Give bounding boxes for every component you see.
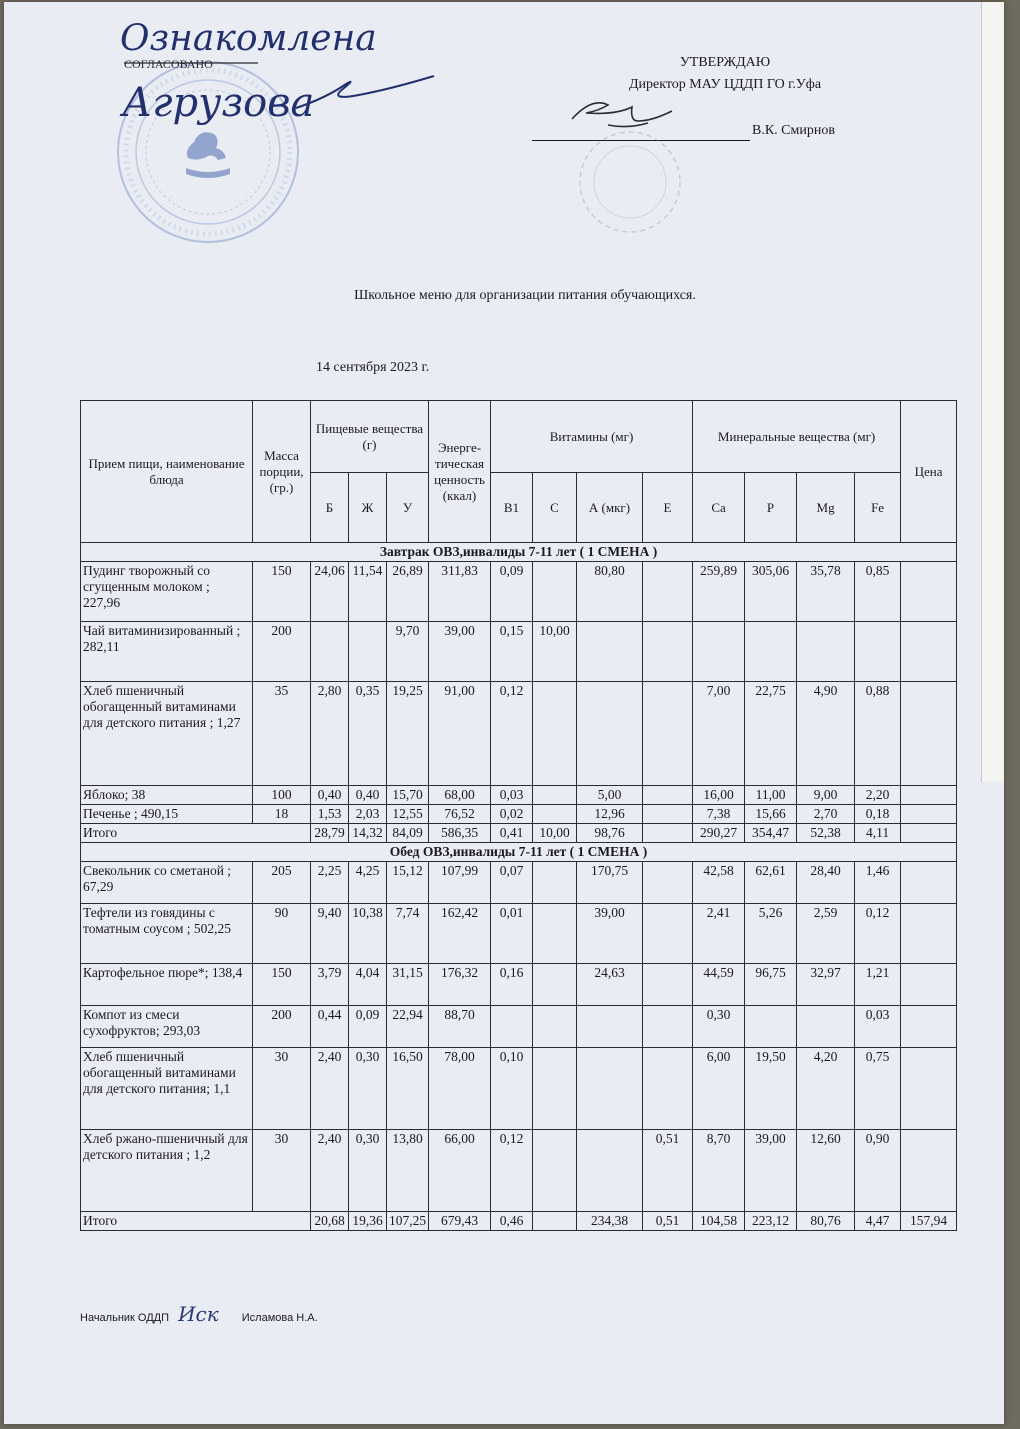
cell: 30 xyxy=(253,1130,311,1212)
cell: 42,58 xyxy=(693,862,745,904)
cell: 88,70 xyxy=(429,1006,491,1048)
cell: 3,79 xyxy=(311,964,349,1006)
cell: 354,47 xyxy=(745,824,797,843)
cell: 28,79 xyxy=(311,824,349,843)
header-c: С xyxy=(533,473,577,543)
footer-position: Начальник ОДДП xyxy=(80,1312,170,1324)
cell xyxy=(643,1006,693,1048)
cell: 150 xyxy=(253,964,311,1006)
cell: 9,70 xyxy=(387,622,429,682)
cell: 16,50 xyxy=(387,1048,429,1130)
cell xyxy=(643,786,693,805)
cell: 44,59 xyxy=(693,964,745,1006)
total-label: Итого xyxy=(81,824,311,843)
cell xyxy=(901,964,957,1006)
header-fe: Fe xyxy=(855,473,901,543)
footer-name: Исламова Н.А. xyxy=(241,1312,318,1324)
cell xyxy=(533,1048,577,1130)
table-row xyxy=(81,1006,957,1048)
director-name: В.К. Смирнов xyxy=(752,123,835,138)
cell xyxy=(533,805,577,824)
dish-name: Компот из смеси сухофруктов; 293,03 xyxy=(81,1006,253,1048)
dish-name: Яблоко; 38 xyxy=(81,786,253,805)
cell xyxy=(797,1006,855,1048)
cell xyxy=(901,682,957,786)
cell xyxy=(643,805,693,824)
cell: 12,60 xyxy=(797,1130,855,1212)
cell: 0,03 xyxy=(855,1006,901,1048)
cell xyxy=(901,805,957,824)
cell: 223,12 xyxy=(745,1212,797,1231)
cell: 19,36 xyxy=(349,1212,387,1231)
dish-name: Пудинг творожный со сгущенным молоком ; 227,96 xyxy=(81,562,253,622)
cell: 0,07 xyxy=(491,862,533,904)
cell: 4,90 xyxy=(797,682,855,786)
cell: 0,12 xyxy=(491,682,533,786)
dish-name: Хлеб пшеничный обогащенный витаминами для детского питания; 1,1 xyxy=(81,1048,253,1130)
cell: 0,90 xyxy=(855,1130,901,1212)
cell: 18 xyxy=(253,805,311,824)
cell xyxy=(577,1006,643,1048)
cell xyxy=(901,1006,957,1048)
cell xyxy=(901,1048,957,1130)
dish-name: Хлеб ржано-пшеничный для детского питания ; 1,2 xyxy=(81,1130,253,1212)
cell xyxy=(577,1048,643,1130)
section-title-lunch: Обед ОВЗ,инвалиды 7-11 лет ( 1 СМЕНА ) xyxy=(81,843,957,862)
cell xyxy=(643,682,693,786)
cell: 91,00 xyxy=(429,682,491,786)
cell xyxy=(643,622,693,682)
cell: 290,27 xyxy=(693,824,745,843)
cell: 2,59 xyxy=(797,904,855,964)
cell: 586,35 xyxy=(429,824,491,843)
header-zh: Ж xyxy=(349,473,387,543)
cell: 11,54 xyxy=(349,562,387,622)
cell xyxy=(643,862,693,904)
approve-position: Директор МАУ ЦДДП ГО г.Уфа xyxy=(628,77,822,92)
cell xyxy=(901,786,957,805)
cell: 6,00 xyxy=(693,1048,745,1130)
cell: 9,40 xyxy=(311,904,349,964)
cell xyxy=(901,824,957,843)
cell: 20,68 xyxy=(311,1212,349,1231)
cell: 26,89 xyxy=(387,562,429,622)
cell: 98,76 xyxy=(577,824,643,843)
cell: 259,89 xyxy=(693,562,745,622)
cell xyxy=(533,682,577,786)
table-row xyxy=(81,786,957,805)
cell: 2,40 xyxy=(311,1130,349,1212)
cell: 0,35 xyxy=(349,682,387,786)
total-row xyxy=(81,824,957,843)
cell: 90 xyxy=(253,904,311,964)
cell: 19,25 xyxy=(387,682,429,786)
cell xyxy=(643,964,693,1006)
cell: 2,40 xyxy=(311,1048,349,1130)
footer-signature-mark: Иск xyxy=(178,1302,219,1326)
approve-label: УТВЕРЖДАЮ xyxy=(679,55,771,70)
cell xyxy=(643,904,693,964)
faint-stamp-right xyxy=(575,120,685,250)
cell xyxy=(533,904,577,964)
cell: 0,15 xyxy=(491,622,533,682)
cell: 24,63 xyxy=(577,964,643,1006)
cell: 2,25 xyxy=(311,862,349,904)
svg-text:Агрузова: Агрузова xyxy=(122,80,315,126)
approve-block xyxy=(560,52,890,138)
cell: 0,85 xyxy=(855,562,901,622)
cell: 35 xyxy=(253,682,311,786)
cell xyxy=(533,562,577,622)
cell: 16,00 xyxy=(693,786,745,805)
cell xyxy=(349,622,387,682)
cell: 2,80 xyxy=(311,682,349,786)
cell: 7,74 xyxy=(387,904,429,964)
header-b: Б xyxy=(311,473,349,543)
cell xyxy=(533,1212,577,1231)
cell: 76,52 xyxy=(429,805,491,824)
cell: 104,58 xyxy=(693,1212,745,1231)
cell: 4,11 xyxy=(855,824,901,843)
cell: 68,00 xyxy=(429,786,491,805)
cell: 100 xyxy=(253,786,311,805)
cell: 0,18 xyxy=(855,805,901,824)
cell: 0,30 xyxy=(693,1006,745,1048)
footer-signature xyxy=(80,1302,318,1326)
cell xyxy=(577,1130,643,1212)
cell: 10,00 xyxy=(533,824,577,843)
cell: 24,06 xyxy=(311,562,349,622)
cell: 15,66 xyxy=(745,805,797,824)
document-date: 14 сентября 2023 г. xyxy=(316,360,430,375)
cell: 0,30 xyxy=(349,1048,387,1130)
cell: 0,09 xyxy=(491,562,533,622)
cell: 32,97 xyxy=(797,964,855,1006)
cell: 22,75 xyxy=(745,682,797,786)
cell: 0,12 xyxy=(855,904,901,964)
menu-table xyxy=(80,400,957,1231)
cell: 0,03 xyxy=(491,786,533,805)
cell xyxy=(577,682,643,786)
header-ca: Са xyxy=(693,473,745,543)
header-nutrients: Пищевые вещества (г) xyxy=(311,401,429,473)
table-row xyxy=(81,1130,957,1212)
cell: 0,46 xyxy=(491,1212,533,1231)
header-e: Е xyxy=(643,473,693,543)
cell: 11,00 xyxy=(745,786,797,805)
cell: 35,78 xyxy=(797,562,855,622)
header-u: У xyxy=(387,473,429,543)
cell: 200 xyxy=(253,1006,311,1048)
table-row xyxy=(81,682,957,786)
cell: 157,94 xyxy=(901,1212,957,1231)
cell: 78,00 xyxy=(429,1048,491,1130)
header-b1: В1 xyxy=(491,473,533,543)
cell: 176,32 xyxy=(429,964,491,1006)
cell xyxy=(533,786,577,805)
dish-name: Свекольник со сметаной ; 67,29 xyxy=(81,862,253,904)
cell: 4,20 xyxy=(797,1048,855,1130)
section-title-breakfast: Завтрак ОВЗ,инвалиды 7-11 лет ( 1 СМЕНА ) xyxy=(81,543,957,562)
cell: 22,94 xyxy=(387,1006,429,1048)
svg-text:Ознакомлена: Ознакомлена xyxy=(120,18,377,59)
cell: 7,00 xyxy=(693,682,745,786)
cell: 2,20 xyxy=(855,786,901,805)
cell xyxy=(855,622,901,682)
cell: 305,06 xyxy=(745,562,797,622)
svg-text:СОГЛАСОВАНО: СОГЛАСОВАНО xyxy=(124,57,213,71)
cell: 4,47 xyxy=(855,1212,901,1231)
cell xyxy=(643,824,693,843)
cell: 8,70 xyxy=(693,1130,745,1212)
cell: 0,44 xyxy=(311,1006,349,1048)
cell xyxy=(901,622,957,682)
cell: 2,03 xyxy=(349,805,387,824)
cell xyxy=(797,622,855,682)
cell: 80,76 xyxy=(797,1212,855,1231)
cell: 62,61 xyxy=(745,862,797,904)
cell xyxy=(901,862,957,904)
cell: 200 xyxy=(253,622,311,682)
table-row xyxy=(81,862,957,904)
document-title: Школьное меню для организации питания обучающихся. xyxy=(354,288,696,303)
cell: 0,09 xyxy=(349,1006,387,1048)
cell: 15,12 xyxy=(387,862,429,904)
table-row xyxy=(81,1048,957,1130)
cell: 311,83 xyxy=(429,562,491,622)
cell: 52,38 xyxy=(797,824,855,843)
cell xyxy=(901,562,957,622)
cell: 2,41 xyxy=(693,904,745,964)
cell: 96,75 xyxy=(745,964,797,1006)
cell: 13,80 xyxy=(387,1130,429,1212)
total-label: Итого xyxy=(81,1212,311,1231)
cell: 7,38 xyxy=(693,805,745,824)
cell: 679,43 xyxy=(429,1212,491,1231)
cell: 234,38 xyxy=(577,1212,643,1231)
cell xyxy=(745,622,797,682)
header-mg: Mg xyxy=(797,473,855,543)
cell: 0,51 xyxy=(643,1212,693,1231)
cell: 2,70 xyxy=(797,805,855,824)
cell: 80,80 xyxy=(577,562,643,622)
dish-name: Хлеб пшеничный обогащенный витаминами для детского питания ; 1,27 xyxy=(81,682,253,786)
cell: 205 xyxy=(253,862,311,904)
cell: 15,70 xyxy=(387,786,429,805)
cell: 1,46 xyxy=(855,862,901,904)
table-row xyxy=(81,964,957,1006)
header-minerals: Минеральные вещества (мг) xyxy=(693,401,901,473)
dish-name: Печенье ; 490,15 xyxy=(81,805,253,824)
header-price: Цена xyxy=(901,401,957,543)
table-row xyxy=(81,622,957,682)
cell: 0,10 xyxy=(491,1048,533,1130)
cell: 0,88 xyxy=(855,682,901,786)
cell xyxy=(577,622,643,682)
header-vitamins: Витамины (мг) xyxy=(491,401,693,473)
cell: 0,40 xyxy=(311,786,349,805)
cell xyxy=(643,1048,693,1130)
paper-edge xyxy=(981,2,1004,782)
cell: 12,96 xyxy=(577,805,643,824)
dish-name: Чай витаминизированный ; 282,11 xyxy=(81,622,253,682)
cell xyxy=(901,1130,957,1212)
cell: 0,30 xyxy=(349,1130,387,1212)
total-row xyxy=(81,1212,957,1231)
cell xyxy=(643,562,693,622)
cell: 0,02 xyxy=(491,805,533,824)
header-energy: Энерге-тическая ценность (ккал) xyxy=(429,401,491,543)
cell: 170,75 xyxy=(577,862,643,904)
header-p: Р xyxy=(745,473,797,543)
cell: 0,51 xyxy=(643,1130,693,1212)
cell xyxy=(533,964,577,1006)
cell: 150 xyxy=(253,562,311,622)
cell: 0,41 xyxy=(491,824,533,843)
dish-name: Тефтели из говядины с томатным соусом ; 502,25 xyxy=(81,904,253,964)
header-mass: Масса порции, (гр.) xyxy=(253,401,311,543)
cell: 84,09 xyxy=(387,824,429,843)
cell: 1,21 xyxy=(855,964,901,1006)
table-row xyxy=(81,805,957,824)
cell: 39,00 xyxy=(745,1130,797,1212)
cell: 1,53 xyxy=(311,805,349,824)
cell: 4,04 xyxy=(349,964,387,1006)
cell: 14,32 xyxy=(349,824,387,843)
cell: 0,16 xyxy=(491,964,533,1006)
cell: 66,00 xyxy=(429,1130,491,1212)
cell: 107,99 xyxy=(429,862,491,904)
cell: 0,75 xyxy=(855,1048,901,1130)
table-row xyxy=(81,562,957,622)
header-meal: Прием пищи, наименование блюда xyxy=(81,401,253,543)
cell: 19,50 xyxy=(745,1048,797,1130)
cell xyxy=(901,904,957,964)
cell: 30 xyxy=(253,1048,311,1130)
header-a: А (мкг) xyxy=(577,473,643,543)
dish-name: Картофельное пюре*; 138,4 xyxy=(81,964,253,1006)
cell: 31,15 xyxy=(387,964,429,1006)
cell: 39,00 xyxy=(429,622,491,682)
cell xyxy=(491,1006,533,1048)
cell xyxy=(693,622,745,682)
cell: 4,25 xyxy=(349,862,387,904)
cell: 28,40 xyxy=(797,862,855,904)
cell: 10,38 xyxy=(349,904,387,964)
cell: 162,42 xyxy=(429,904,491,964)
cell: 5,26 xyxy=(745,904,797,964)
cell: 0,40 xyxy=(349,786,387,805)
cell: 10,00 xyxy=(533,622,577,682)
agreed-handwriting xyxy=(118,16,438,126)
cell: 39,00 xyxy=(577,904,643,964)
cell xyxy=(533,1006,577,1048)
cell xyxy=(533,862,577,904)
cell: 0,01 xyxy=(491,904,533,964)
cell xyxy=(745,1006,797,1048)
cell: 107,25 xyxy=(387,1212,429,1231)
cell: 5,00 xyxy=(577,786,643,805)
cell xyxy=(533,1130,577,1212)
cell xyxy=(311,622,349,682)
cell: 0,12 xyxy=(491,1130,533,1212)
table-row xyxy=(81,904,957,964)
cell: 9,00 xyxy=(797,786,855,805)
cell: 12,55 xyxy=(387,805,429,824)
